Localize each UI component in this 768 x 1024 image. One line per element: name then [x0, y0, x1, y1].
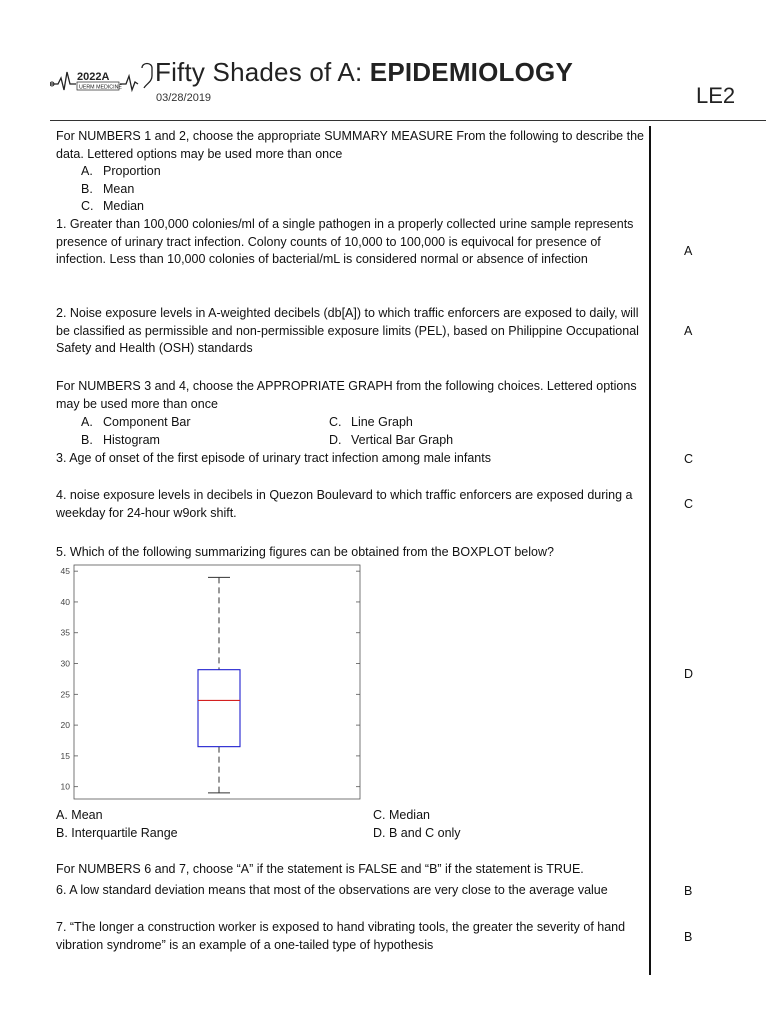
y-tick-label: 40 — [60, 596, 70, 607]
plot-frame — [74, 565, 360, 799]
exam-date: 03/28/2019 — [156, 92, 212, 104]
option-item: D. B and C only — [373, 826, 461, 840]
option-item: B. Histogram — [81, 433, 160, 447]
option-item: C. Median — [373, 808, 430, 822]
answer-2: A — [684, 324, 693, 338]
y-tick-label: 20 — [60, 720, 70, 731]
y-tick-label: 45 — [60, 566, 70, 577]
question-2: 2. Noise exposure levels in A-weighted decibels (db[A]) to which traffic enforcers are exposed to daily, will be classified as permissible and non-permissible exposure limits (PEL), based on Philippine Occupational Safety and Health (OSH) standards — [56, 306, 639, 355]
option-item: B. Mean — [81, 182, 135, 196]
y-tick-label: 30 — [60, 658, 70, 669]
y-tick-label: 25 — [60, 689, 70, 700]
option-item: C. Median — [81, 199, 144, 213]
answer-7: B — [684, 930, 693, 944]
question-4: 4. noise exposure levels in decibels in Quezon Boulevard to which traffic enforcers are exposed during a weekday for 24-hour w9ork shift. — [56, 488, 633, 520]
answer-3: C — [684, 452, 694, 466]
question-1: 1. Greater than 100,000 colonies/ml of a single pathogen in a properly collected urine sample represents presence of urinary tract infection. Colony counts of 10,000 to 100,000 is equivocal for presence of infection. Less than 10,000 colonies of bacterial/mL is considered normal or absence of infection — [56, 217, 634, 266]
option-item: A. Mean — [56, 808, 103, 822]
exam-code: LE2 — [696, 83, 736, 108]
header-divider — [50, 120, 766, 121]
option-item: D. Vertical Bar Graph — [329, 433, 454, 447]
page-title — [155, 57, 573, 88]
option-item: A. Proportion — [81, 164, 161, 178]
question-6: 6. A low standard deviation means that most of the observations are very close to the average value — [56, 883, 608, 897]
stethoscope-icon — [120, 64, 152, 91]
answer-column-divider — [649, 126, 651, 975]
logo-sub-text: UERM MEDICINE — [79, 84, 122, 91]
title-subject: EPIDEMIOLOGY — [369, 57, 573, 87]
heartbeat-line-icon — [50, 72, 76, 90]
y-tick-label: 15 — [60, 750, 70, 761]
question-7: 7. “The longer a construction worker is exposed to hand vibrating tools, the greater the severity of hand vibration syndrome” is an example of a one-tailed type of hypothesis — [56, 920, 626, 952]
y-tick-label: 10 — [60, 781, 70, 792]
answer-6: B — [684, 884, 693, 898]
answer-1: A — [684, 244, 693, 258]
option-item: B. Interquartile Range — [56, 826, 178, 840]
answer-4: C — [684, 497, 694, 511]
option-item: C. Line Graph — [329, 415, 413, 429]
instructions-3-4: For NUMBERS 3 and 4, choose the APPROPRIATE GRAPH from the following choices. Lettered options may be used more than once — [56, 379, 637, 411]
boxplot-chart — [44, 562, 364, 804]
answer-5: D — [684, 667, 694, 681]
question-3: 3. Age of onset of the first episode of urinary tract infection among male infants — [56, 451, 491, 465]
instructions-6-7: For NUMBERS 6 and 7, choose “A” if the statement is FALSE and “B” if the statement is TRUE. — [56, 862, 584, 876]
option-item: A. Component Bar — [81, 415, 191, 429]
logo-main-text: 2022A — [77, 71, 110, 83]
question-5: 5. Which of the following summarizing figures can be obtained from the BOXPLOT below? — [56, 545, 554, 559]
instructions-1-2: For NUMBERS 1 and 2, choose the appropriate SUMMARY MEASURE From the following to describe the data. Lettered options may be used more than once — [56, 129, 644, 161]
class-logo — [50, 62, 160, 98]
y-tick-label: 35 — [60, 627, 70, 638]
title-prefix: Fifty Shades of A: — [155, 57, 370, 87]
